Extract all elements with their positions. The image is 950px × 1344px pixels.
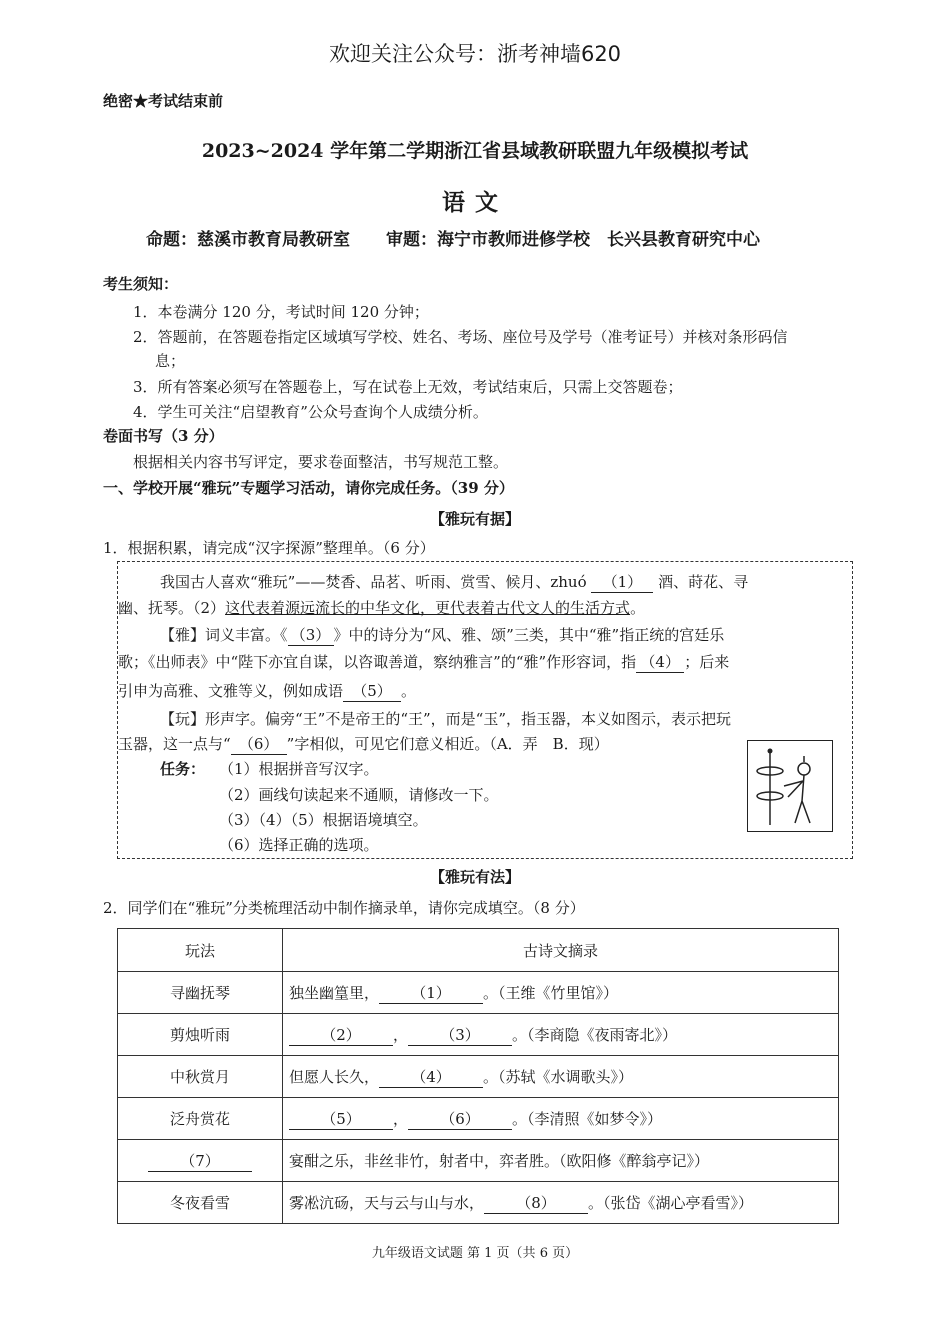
question-1-stem: 1．根据积累，请完成“汉字探源”整理单。（6 分） [103, 539, 435, 557]
blank-6[interactable]: （6） [231, 733, 287, 755]
task-item: （1）根据拼音写汉字。 [219, 760, 379, 778]
blank-6[interactable]: （6） [408, 1108, 512, 1130]
play-cell: 中秋赏月 [118, 1056, 283, 1098]
q1-line: 我国古人喜欢“雅玩”——焚香、品茗、听雨、赏雪、候月、zhuó （1） 酒、莳花、寻 [160, 573, 749, 591]
q1-line: 引申为高雅、文雅等义，例如成语 （5） 。 [118, 682, 417, 700]
q1-line: 【雅】词义丰富。《 （3） 》中的诗分为“风、雅、颂”三类，其中“雅”指正统的宫廷乐 [160, 626, 725, 644]
table-row [118, 1056, 839, 1098]
column-header: 玩法 [118, 929, 283, 972]
play-cell: 泛舟赏花 [118, 1098, 283, 1140]
blank-3[interactable]: （3） [288, 624, 334, 646]
notice-item: 4．学生可关注“启望教育”公众号查询个人成绩分析。 [133, 403, 488, 421]
writing-text: 根据相关内容书写评定，要求卷面整洁，书写规范工整。 [133, 453, 509, 471]
task-item: （6）选择正确的选项。 [219, 836, 379, 854]
blank-4[interactable]: （4） [379, 1066, 483, 1088]
column-header: 古诗文摘录 [283, 929, 839, 972]
notice-item: 1．本卷满分 120 分，考试时间 120 分钟； [133, 303, 429, 321]
blank-4[interactable]: （4） [636, 651, 684, 673]
q1-line: 歌；《出师表》中“陛下亦宜自谋，以咨诹善道，察纳雅言”的“雅”作形容词，指 （4） ；后来 [118, 653, 730, 671]
q1-line: 【玩】形声字。偏旁“王”不是帝王的“王”，而是“玉”，指玉器，本义如图示，表示把玩 [160, 710, 732, 728]
blank-5[interactable]: （5） [289, 1108, 393, 1130]
table-row [118, 1182, 839, 1224]
table-row [118, 972, 839, 1014]
blank-5[interactable]: （5） [343, 680, 401, 702]
confidential-label: 绝密★考试结束前 [103, 92, 224, 110]
subsection-heading: 【雅玩有法】 [429, 868, 520, 886]
q1-line: 玉器，这一点与“ （6） ”字相似，可见它们意义相近。（A．弄 B．现） [118, 735, 609, 753]
task-item: （2）画线句读起来不通顺，请修改一下。 [219, 786, 499, 804]
table-row [118, 1014, 839, 1056]
notice-item: 息； [155, 352, 186, 370]
excerpt-cell: 宴酣之乐，非丝非竹，射者中，弈者胜。（欧阳修《醉翁亭记》） [283, 1140, 839, 1182]
q1-line: 幽、抚琴。（2）这代表着源远流长的中华文化，更代表着古代文人的生活方式。 [118, 599, 646, 617]
play-cell [118, 1140, 283, 1182]
notice-item: 2．答题前，在答题卷指定区域填写学校、姓名、考场、座位号及学号（准考证号）并核对条形码信 [133, 328, 788, 346]
notice-item: 3．所有答案必须写在答题卷上，写在试卷上无效，考试结束后，只需上交答题卷； [133, 378, 683, 396]
excerpt-cell: 独坐幽篁里， （1） 。（王维《竹里馆》） [283, 972, 839, 1014]
blank-1[interactable]: （1） [591, 571, 653, 593]
section-one-heading: 一、学校开展“雅玩”专题学习活动，请你完成任务。（39 分） [103, 479, 514, 497]
task-label: 任务： [160, 760, 206, 778]
writing-title: 卷面书写（3 分） [103, 427, 224, 445]
exam-title: 2023~2024 学年第二学期浙江省县域教研联盟九年级模拟考试 [201, 140, 749, 162]
subject-title: 语文 [442, 189, 508, 216]
excerpt-table [117, 928, 839, 1224]
proposition-credit: 命题：慈溪市教育局教研室 [146, 230, 350, 250]
excerpt-cell: 雾凇沆砀，天与云与山与水， （8） 。（张岱《湖心亭看雪》） [283, 1182, 839, 1224]
table-header-row [118, 929, 839, 972]
table-row [118, 1140, 839, 1182]
blank-7[interactable]: （7） [148, 1150, 252, 1172]
blank-8[interactable]: （8） [484, 1192, 588, 1214]
person-with-jade-icon [748, 741, 832, 831]
page-footer: 九年级语文试题 第 1 页（共 6 页） [371, 1246, 579, 1261]
header-note: 欢迎关注公众号：浙考神墙620 [328, 42, 622, 66]
task-item: （3）（4）（5）根据语境填空。 [219, 811, 428, 829]
table-row [118, 1098, 839, 1140]
blank-1[interactable]: （1） [379, 982, 483, 1004]
jade-play-illustration [747, 740, 833, 832]
review-credit: 审题：海宁市教师进修学校 长兴县教育研究中心 [386, 230, 760, 250]
blank-3[interactable]: （3） [408, 1024, 512, 1046]
excerpt-cell: 但愿人长久， （4） 。（苏轼《水调歌头》） [283, 1056, 839, 1098]
underlined-sentence: 这代表着源远流长的中华文化，更代表着古代文人的生活方式 [225, 599, 631, 617]
play-cell: 冬夜看雪 [118, 1182, 283, 1224]
blank-2[interactable]: （2） [289, 1024, 393, 1046]
play-cell: 剪烛听雨 [118, 1014, 283, 1056]
play-cell: 寻幽抚琴 [118, 972, 283, 1014]
notice-title: 考生须知： [103, 275, 179, 293]
question-2-stem: 2．同学们在“雅玩”分类梳理活动中制作摘录单，请你完成填空。（8 分） [103, 899, 585, 917]
subsection-heading: 【雅玩有据】 [429, 510, 520, 528]
excerpt-cell: （2） ， （3） 。（李商隐《夜雨寄北》） [283, 1014, 839, 1056]
authors-line [146, 225, 760, 250]
excerpt-cell: （5） ， （6） 。（李清照《如梦令》） [283, 1098, 839, 1140]
